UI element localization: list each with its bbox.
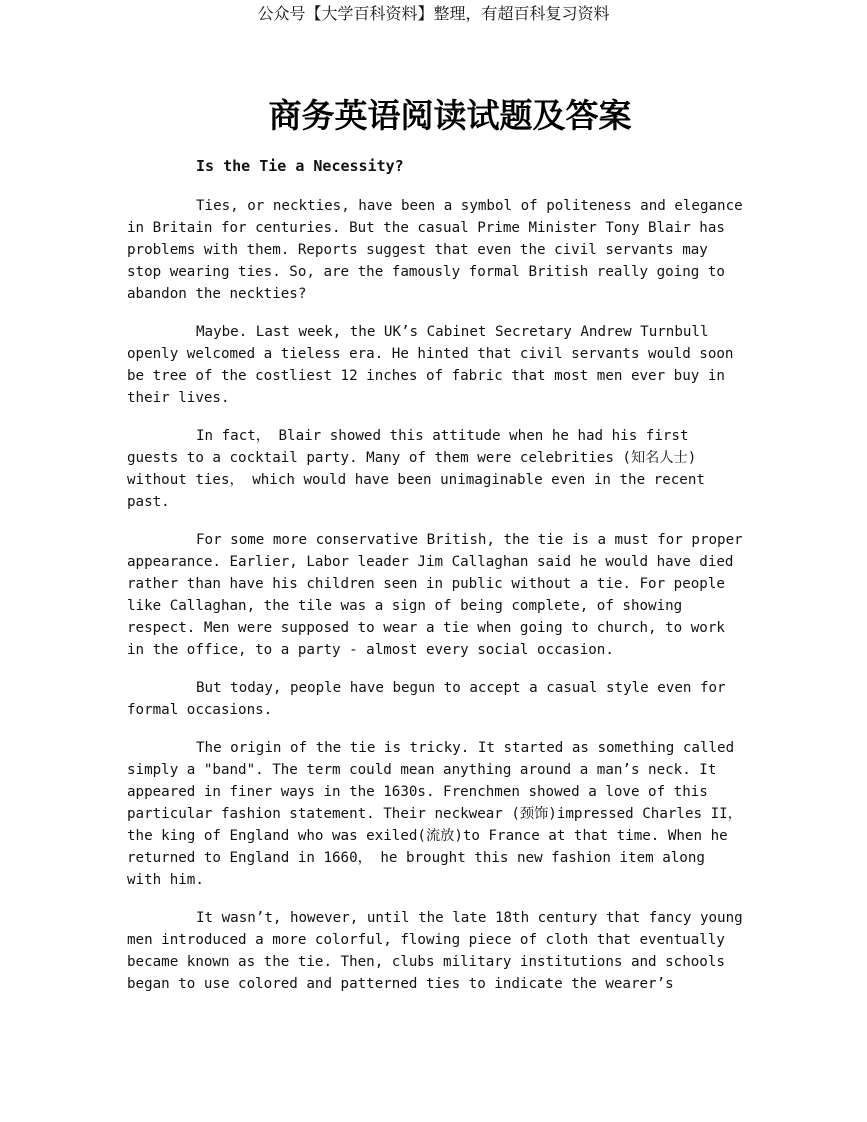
- paragraph-4: For some more conservative British, the tie is a must for proper appearance. Earlier, Labor leader Jim Callaghan said he would have died rather than have his children seen in public without a tie. For people like Callaghan, the tile was a sign of being complete, of showing respect. Men were supposed to wear a tie when going to church, to work in the office, to a party - almost every social occasion.: [127, 532, 743, 658]
- page-header-banner: 公众号【大学百科资料】整理，有超百科复习资料: [257, 4, 610, 23]
- paragraph-2: Maybe. Last week, the UK’s Cabinet Secretary Andrew Turnbull openly welcomed a tieless era. He hinted that civil servants would soon be tree of the costliest 12 inches of fabric that most men ever buy in their lives.: [127, 324, 734, 406]
- paragraph-6: The origin of the tie is tricky. It started as something called simply a "band". The term could mean anything around a man’s neck. It appeared in finer ways in the 1630s. Frenchmen showed a love of this particular fashion statement. Their neckwear (颈饰)impressed Charles II， the king of England who was exiled(流放)to France at that time. When he returned to England in 1660， he brought this new fashion item along with him.: [127, 740, 742, 888]
- paragraph-7: It wasn’t, however, until the late 18th century that fancy young men introduced a more colorful, flowing piece of cloth that eventually became known as the tie. Then, clubs military institutions and schools began to use colored and patterned ties to indicate the wearer’s: [127, 910, 743, 992]
- article-body: [127, 154, 747, 995]
- paragraph-1: Ties, or neckties, have been a symbol of politeness and elegance in Britain for centuries. But the casual Prime Minister Tony Blair has problems with them. Reports suggest that even the civil servants may stop wearing ties. So, are the famously formal British really going to abandon the neckties?: [127, 198, 743, 302]
- paragraph-3: In fact， Blair showed this attitude when he had his first guests to a cocktail party. Many of them were celebrities (知名人士) without ties， which would have been unimaginable even in the recent past.: [127, 428, 705, 510]
- document-title: 商务英语阅读试题及答案: [268, 96, 632, 136]
- section-heading: Is the Tie a Necessity?: [196, 157, 404, 175]
- paragraph-5: But today, people have begun to accept a casual style even for formal occasions.: [127, 680, 726, 718]
